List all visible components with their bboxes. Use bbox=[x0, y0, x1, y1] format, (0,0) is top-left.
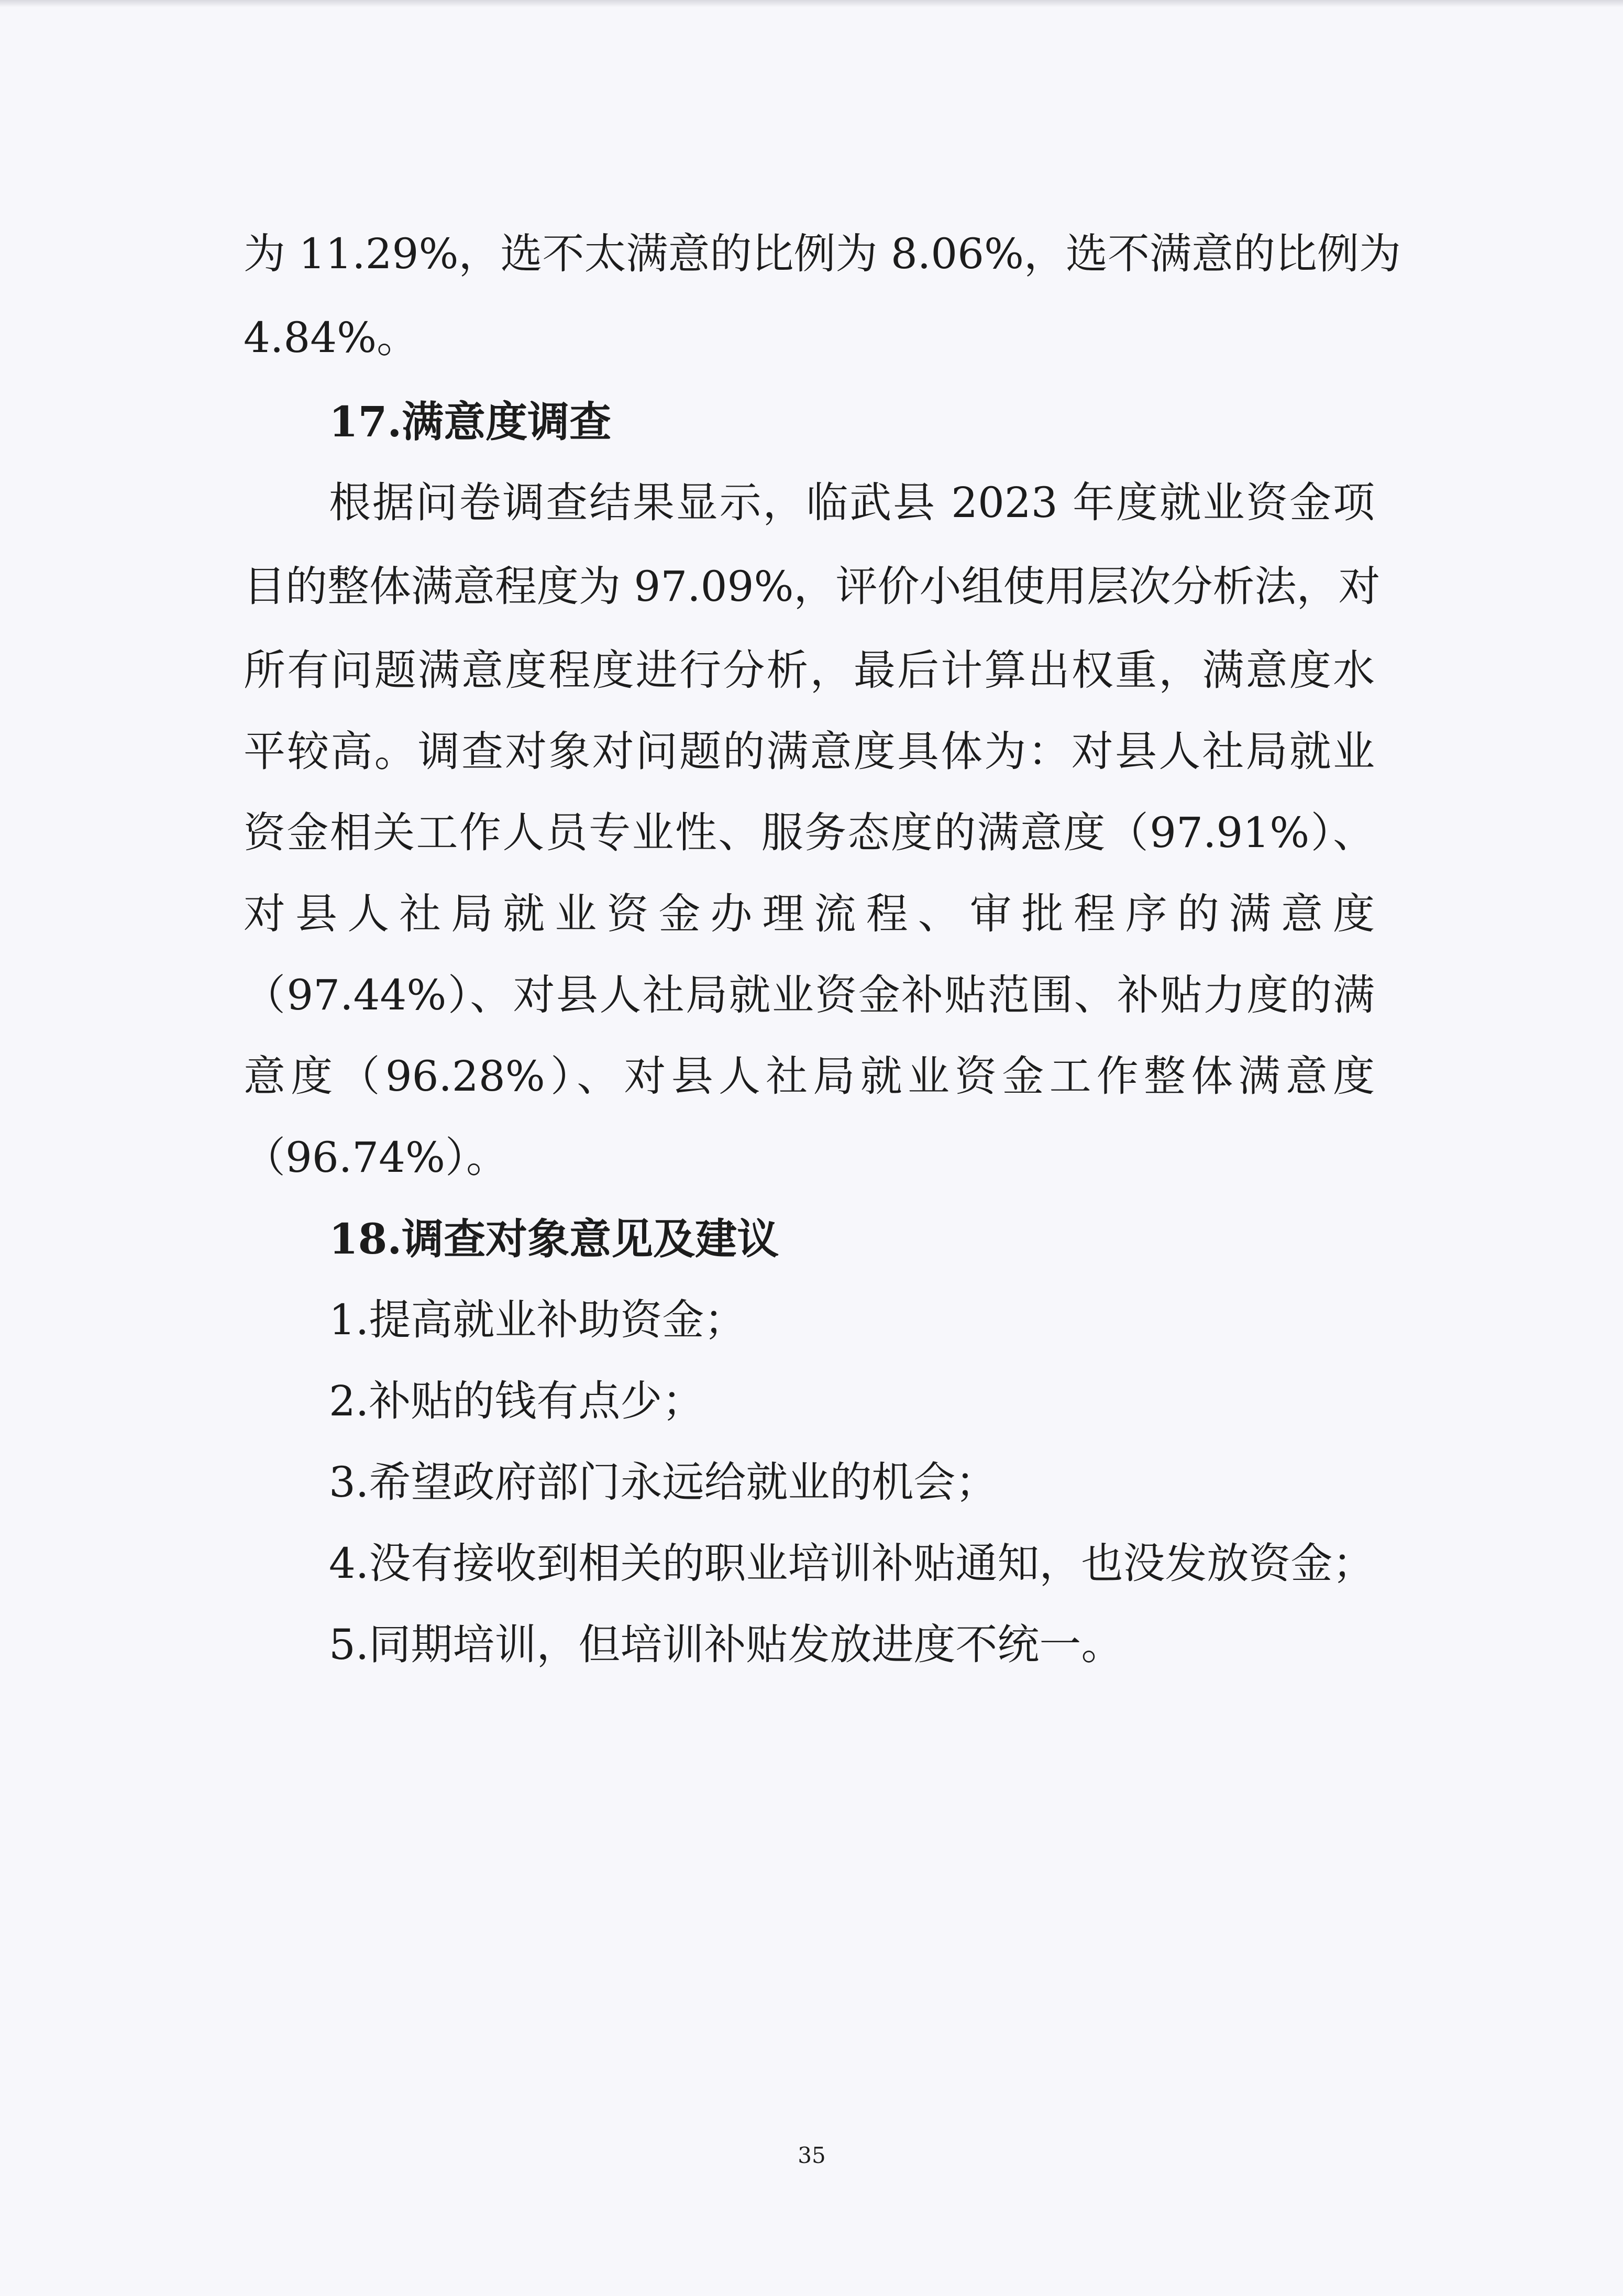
text-line: 平较高。调查对象对问题的满意度具体为：对县人社局就业 bbox=[244, 727, 1375, 776]
text-line: 4.84%。 bbox=[244, 313, 419, 362]
section-heading-17: 17.满意度调查 bbox=[329, 397, 612, 446]
page-number: 35 bbox=[798, 2143, 826, 2168]
suggestion-item: 5.同期培训，但培训补贴发放进度不统一。 bbox=[329, 1620, 1123, 1669]
text-line: 对县人社局就业资金办理流程、审批程序的满意度 bbox=[244, 889, 1375, 938]
text-line: 目的整体满意程度为 97.09%，评价小组使用层次分析法，对 bbox=[244, 562, 1381, 611]
text-line: 为 11.29%，选不太满意的比例为 8.06%，选不满意的比例为 bbox=[244, 229, 1401, 278]
suggestion-item: 2.补贴的钱有点少； bbox=[329, 1377, 704, 1425]
text-line: 所有问题满意度程度进行分析，最后计算出权重，满意度水 bbox=[244, 646, 1375, 695]
suggestion-item: 3.希望政府部门永远给就业的机会； bbox=[329, 1458, 998, 1507]
text-line: 根据问卷调查结果显示，临武县 2023 年度就业资金项 bbox=[329, 478, 1375, 527]
text-line: 意度（96.28%）、对县人社局就业资金工作整体满意度 bbox=[244, 1052, 1375, 1101]
scan-edge bbox=[0, 0, 1623, 7]
text-line: （97.44%）、对县人社局就业资金补贴范围、补贴力度的满 bbox=[244, 971, 1375, 1019]
suggestion-item: 1.提高就业补助资金； bbox=[329, 1295, 746, 1344]
section-heading-18: 18.调查对象意见及建议 bbox=[329, 1214, 779, 1264]
text-line: 资金相关工作人员专业性、服务态度的满意度（97.91%）、 bbox=[244, 808, 1375, 857]
suggestion-item: 4.没有接收到相关的职业培训补贴通知，也没发放资金； bbox=[329, 1539, 1375, 1588]
text-line: （96.74%）。 bbox=[244, 1133, 509, 1182]
